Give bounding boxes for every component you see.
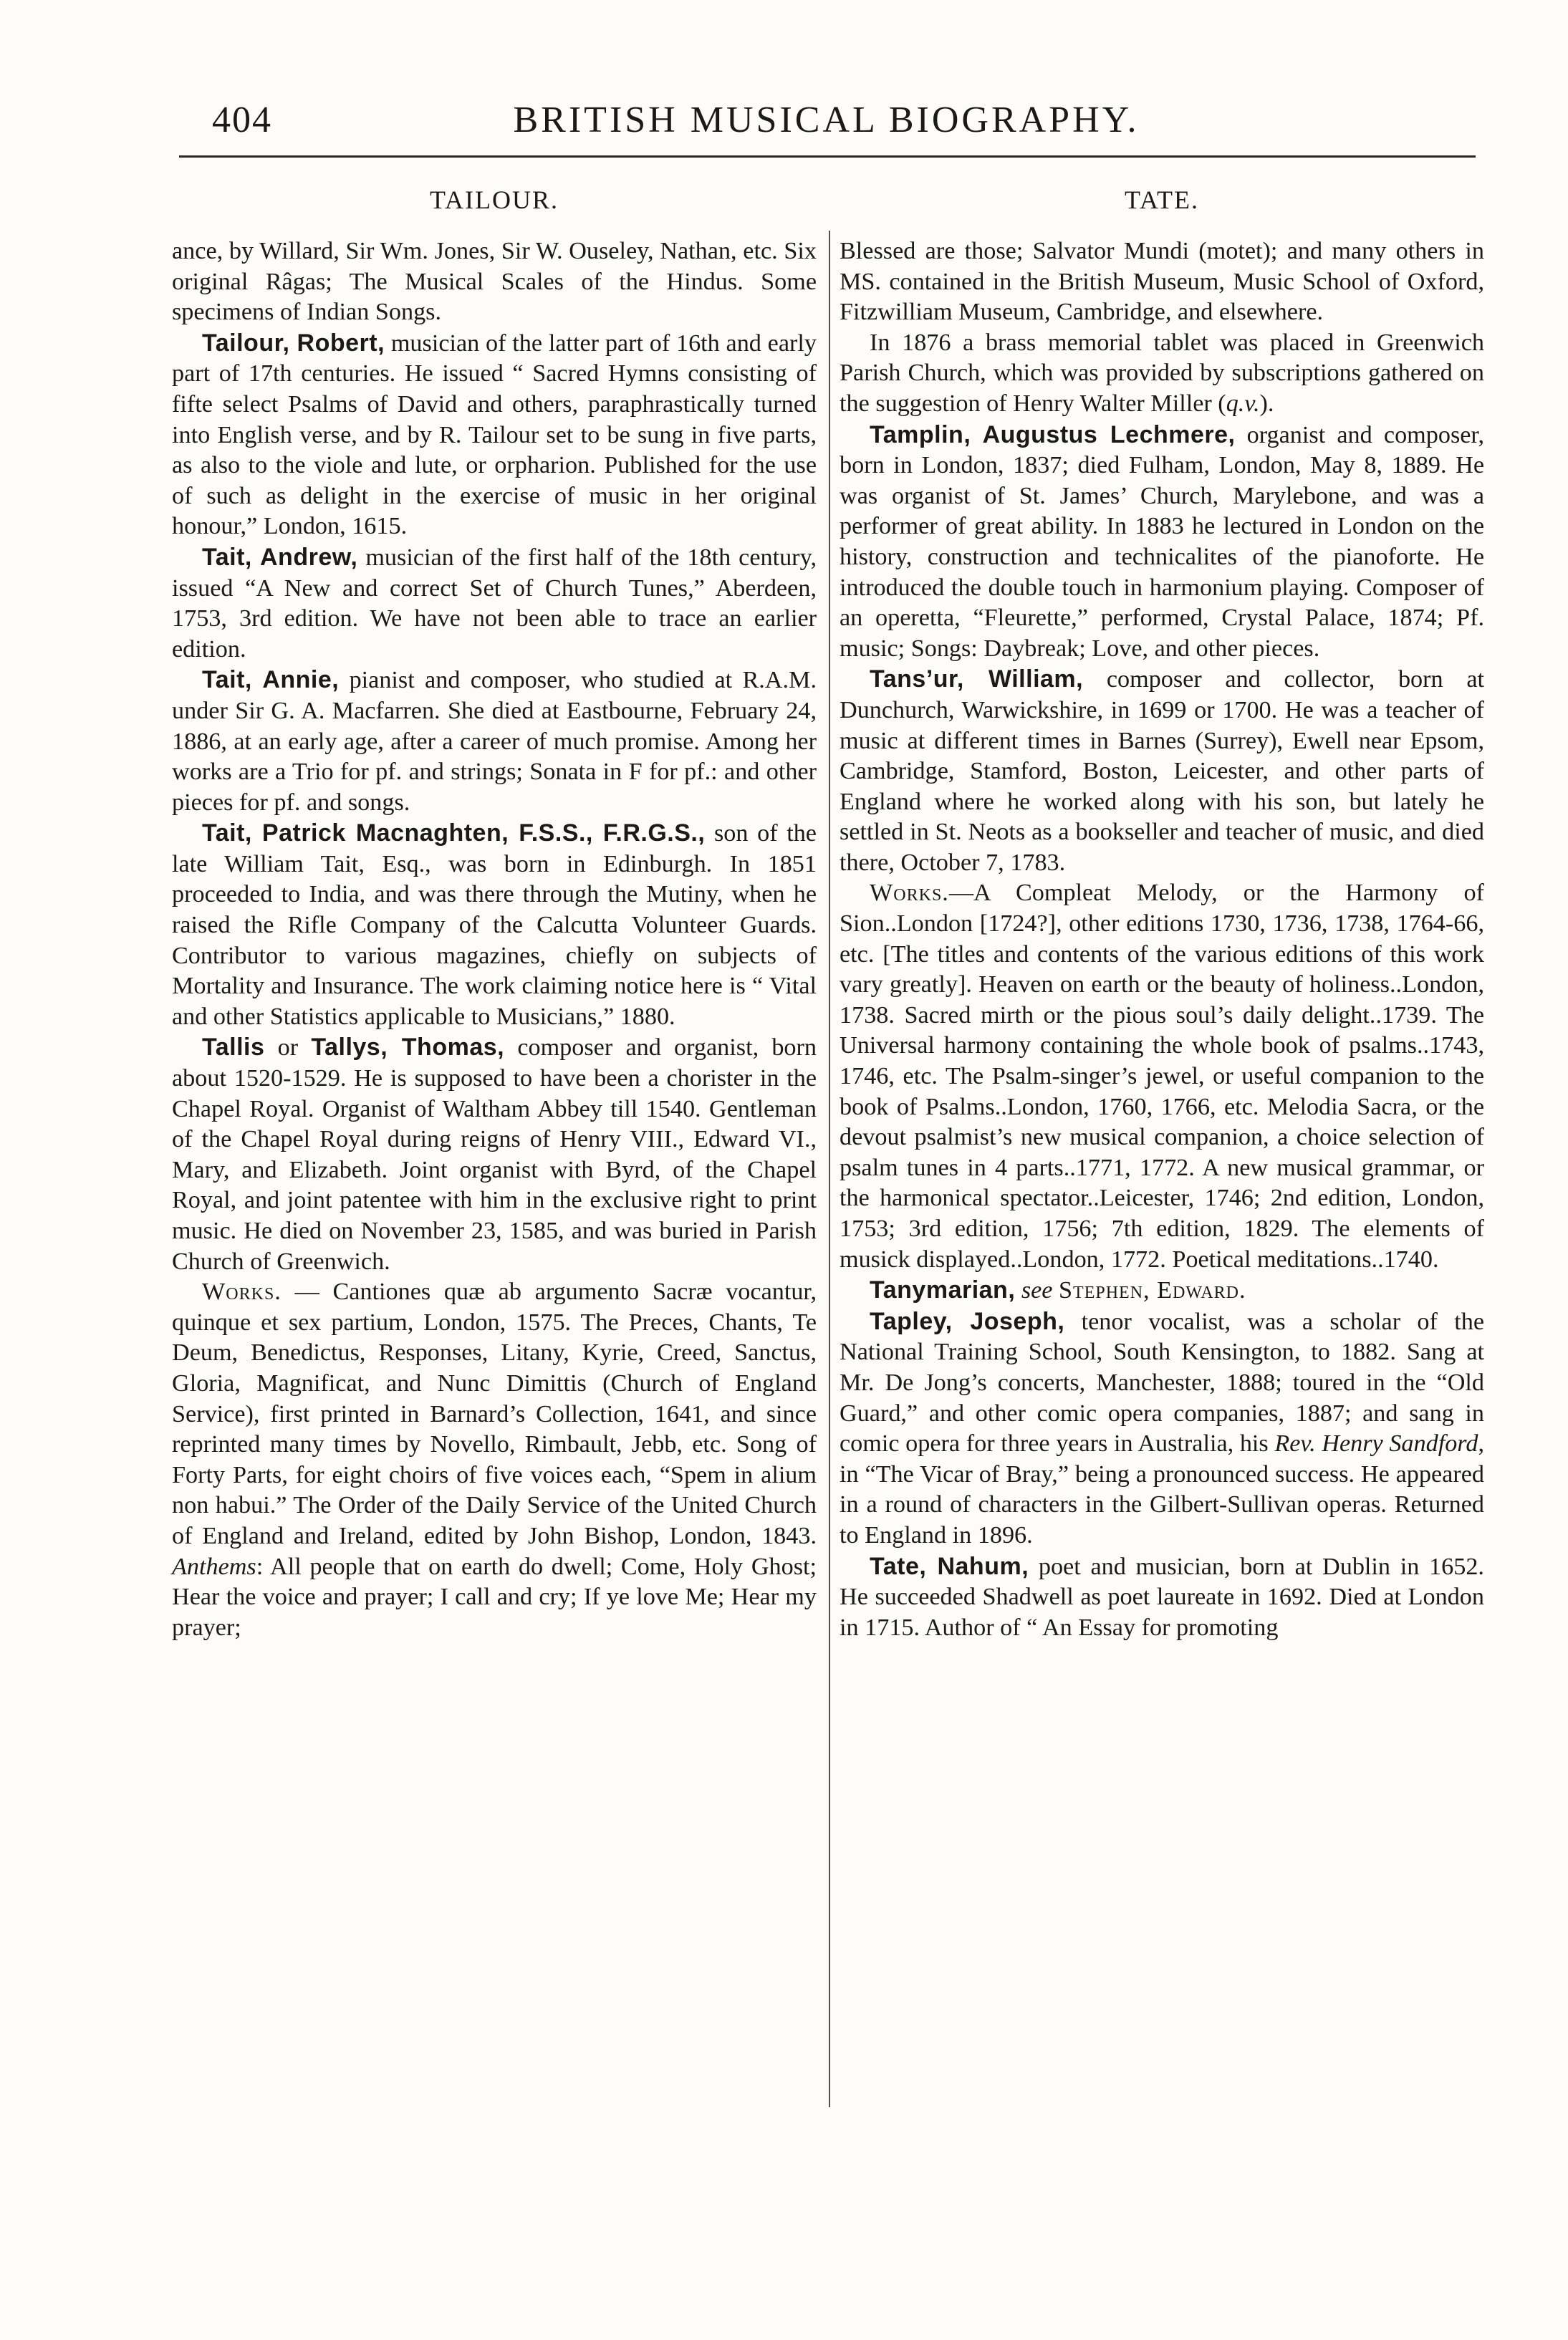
entry-connector: or [264, 1034, 312, 1061]
entry-tallis-thomas [172, 1032, 817, 1277]
entry-text: son of the late William Tait, Esq., was born in Edinburgh. In 1851 proceeded to India, and was there through the Mutiny, when he raised the Rifle Company of the Calcutta Volunteer Guards. Contributor to various magazines, chiefly on subjects of Mortality and Insurance. The work claiming notice here is “ Vital and other Statistics applicable to Musicians,” 1880. [172, 820, 817, 1030]
entry-tallis-tablet [840, 328, 1484, 420]
entry-text: ). [1259, 390, 1274, 417]
entry-text: organist and composer, born in London, 1837; died Fulham, London, May 8, 1889. He was organist of St. James’ Church, Marylebone, and was a performer of great ability. In 1883 he lectured in London on the history, construction and technicalites of the pianoforte. He introduced the double touch in harmonium playing. Composer of an operetta, “Fleurette,” performed, Crystal Palace, 1874; Pf. music; Songs: Daybreak; Love, and other pieces. [840, 421, 1484, 662]
see-label: see [1015, 1277, 1059, 1304]
header-rule [179, 155, 1476, 158]
entry-continuation [840, 236, 1484, 328]
entry-tanymarian [840, 1275, 1484, 1306]
entry-text: tenor vocalist, was a scholar of the National Training School, South Kensington, to 1882. Sang at Mr. De Jong’s concerts, Manchester, 1888; toured in the “Old Guard,” and other comic opera companies, 1887; and sang in comic opera for three years in Australia, his [840, 1308, 1484, 1458]
entry-text: — Cantiones quæ ab argumento Sacræ vocantur, quinque et sex partium, London, 1575. The Preces, Chants, Te Deum, Benedictus, Responses, Litany, Kyrie, Creed, Sanctus, Gloria, Magnificat, and Nunc Dimittis (Church of England Service), first printed in Barnard’s Collection, 1641, and since reprinted many times by Novello, Rimbault, Jebb, etc. Song of Forty Parts, for eight choirs of five voices each, “Spem in alium non habui.” The Order of the Daily Service of the United Church of England and Ireland, edited by John Bishop, London, 1843. [172, 1279, 817, 1549]
entry-headword: Tait, Patrick Macnaghten, F.S.S., F.R.G.S., [202, 819, 706, 847]
entry-tapley-joseph [840, 1306, 1484, 1551]
entry-tansur-william [840, 664, 1484, 878]
entry-text: musician of the first half of the 18th century, issued “A New and correct Set of Church Tunes,” Aberdeen, 1753, 3rd edition. We have not been able to trace an earlier edition. [172, 544, 817, 663]
entry-headword: Tailour, Robert, [202, 329, 385, 357]
entry-text: : All people that on earth do dwell; Come, Holy Ghost; Hear the voice and prayer; I call and cry; If ye love Me; Hear my prayer; [172, 1553, 817, 1641]
entry-tallis-works [172, 1277, 817, 1643]
right-column [840, 236, 1484, 1643]
entry-headword: Tans’ur, William, [870, 665, 1084, 693]
entry-tait-andrew [172, 542, 817, 665]
entry-tate-nahum [840, 1551, 1484, 1644]
entry-text: Blessed are those; Salvator Mundi (motet); and many others in MS. contained in the British Museum, Music School of Oxford, Fitzwilliam Museum, Cambridge, and elsewhere. [840, 238, 1484, 326]
anthems-label: Anthems [172, 1553, 256, 1580]
entry-headword: Tallis [202, 1034, 265, 1061]
entry-tait-annie [172, 665, 817, 818]
entry-text: pianist and composer, who studied at R.A.M. under Sir G. A. Macfarren. She died at Eastbourne, February 24, 1886, at an early age, after a career of much promise. Among her works are a Trio for pf. and strings; Sonata in F for pf.: and other pieces for pf. and songs. [172, 667, 817, 816]
cross-reference: q.v. [1226, 390, 1260, 417]
entry-headword: Tapley, Joseph, [870, 1307, 1065, 1335]
entry-headword-alt: Tallys, Thomas, [311, 1034, 505, 1061]
entry-tait-patrick [172, 818, 817, 1032]
column-divider [829, 231, 830, 2107]
entry-headword: Tait, Andrew, [202, 543, 358, 571]
entry-headword: Tanymarian, [870, 1276, 1016, 1304]
entry-headword: Tamplin, Augustus Lechmere, [870, 420, 1236, 448]
entry-tansur-works [840, 878, 1484, 1275]
right-column-heading: TATE. [1124, 186, 1200, 214]
role-name: Rev. Henry Sandford [1274, 1430, 1478, 1458]
entry-text: —A Compleat Melody, or the Harmony of Sion..London [1724?], other editions 1730, 1736, 1738, 1764-66, etc. [The titles and contents of the various editions of this work vary greatly]. Heaven on earth or the beauty of holiness..London, 1738. Sacred mirth or the pious soul’s daily delight..1739. The Universal harmony containing the whole book of psalms..1743, 1746, etc. The Psalm-singer’s jewel, or useful companion to the book of Psalms..London, 1760, 1766, etc. Melodia Sacra, or the devout psalmist’s new musical companion, a choice selection of psalm tunes in 4 parts..1771, 1772. A new musical grammar, or the harmonical spectator..Leicester, 1746; 2nd edition, London, 1753; 3rd edition, 1756; 7th edition, 1829. The elements of musick displayed..London, 1772. Poetical meditations..1740. [840, 880, 1484, 1273]
running-title: BRITISH MUSICAL BIOGRAPHY. [513, 100, 1140, 140]
entry-text: poet and musician, born at Dublin in 1652. He succeeded Shadwell as poet laureate in 1692. Died at London in 1715. Author of “ An Essay for promoting [840, 1553, 1484, 1641]
running-head [185, 99, 1468, 156]
entry-text: , in “The Vicar of Bray,” being a pronounced success. He appeared in a round of characters in the Gilbert-Sullivan operas. Returned to England in 1896. [840, 1430, 1484, 1549]
entry-tailour-robert [172, 328, 817, 542]
cross-reference: Stephen, Edward. [1059, 1277, 1246, 1304]
works-label: Works. [202, 1279, 282, 1306]
entry-text: composer and organist, born about 1520-1529. He is supposed to have been a chorister in the Chapel Royal. Organist of Waltham Abbey till 1540. Gentleman of the Chapel Royal during reigns of Henry VIII., Edward VI., Mary, and Elizabeth. Joint organist with Byrd, of the Chapel Royal, and joint patentee with him in the exclusive right to print music. He died on November 23, 1585, and was buried in Parish Church of Greenwich. [172, 1034, 817, 1275]
page-number: 404 [212, 100, 272, 140]
entry-headword: Tait, Annie, [202, 666, 340, 694]
works-label: Works. [870, 880, 949, 907]
left-column-heading: TAILOUR. [429, 186, 559, 214]
entry-text: ance, by Willard, Sir Wm. Jones, Sir W. Ouseley, Nathan, etc. Six original Râgas; The Musical Scales of the Hindus. Some specimens of Indian Songs. [172, 238, 817, 326]
entry-headword: Tate, Nahum, [870, 1552, 1029, 1580]
entry-text: musician of the latter part of 16th and early part of 17th centuries. He issued “ Sacred Hymns consisting of fifte select Psalms of David and others, paraphrastically turned into English verse, and by R. Tailour set to be sung in five parts, as also to the viole and lute, or orpharion. Published for the use of such as delight in the exercise of music in her original honour,” London, 1615. [172, 329, 817, 540]
entry-text: In 1876 a brass memorial tablet was placed in Greenwich Parish Church, which was provided by subscriptions gathered on the suggestion of Henry Walter Miller ( [840, 329, 1484, 417]
entry-continuation [172, 236, 817, 328]
entry-text: composer and collector, born at Dunchurch, Warwickshire, in 1699 or 1700. He was a teacher of music at different times in Barnes (Surrey), Ewell near Epsom, Cambridge, Stamford, Boston, Leicester, and other parts of England where he worked along with his son, but lately he settled in St. Neots as a bookseller and teacher of music, and died there, October 7, 1783. [840, 666, 1484, 876]
entry-tamplin-augustus [840, 420, 1484, 665]
left-column [172, 236, 817, 1643]
